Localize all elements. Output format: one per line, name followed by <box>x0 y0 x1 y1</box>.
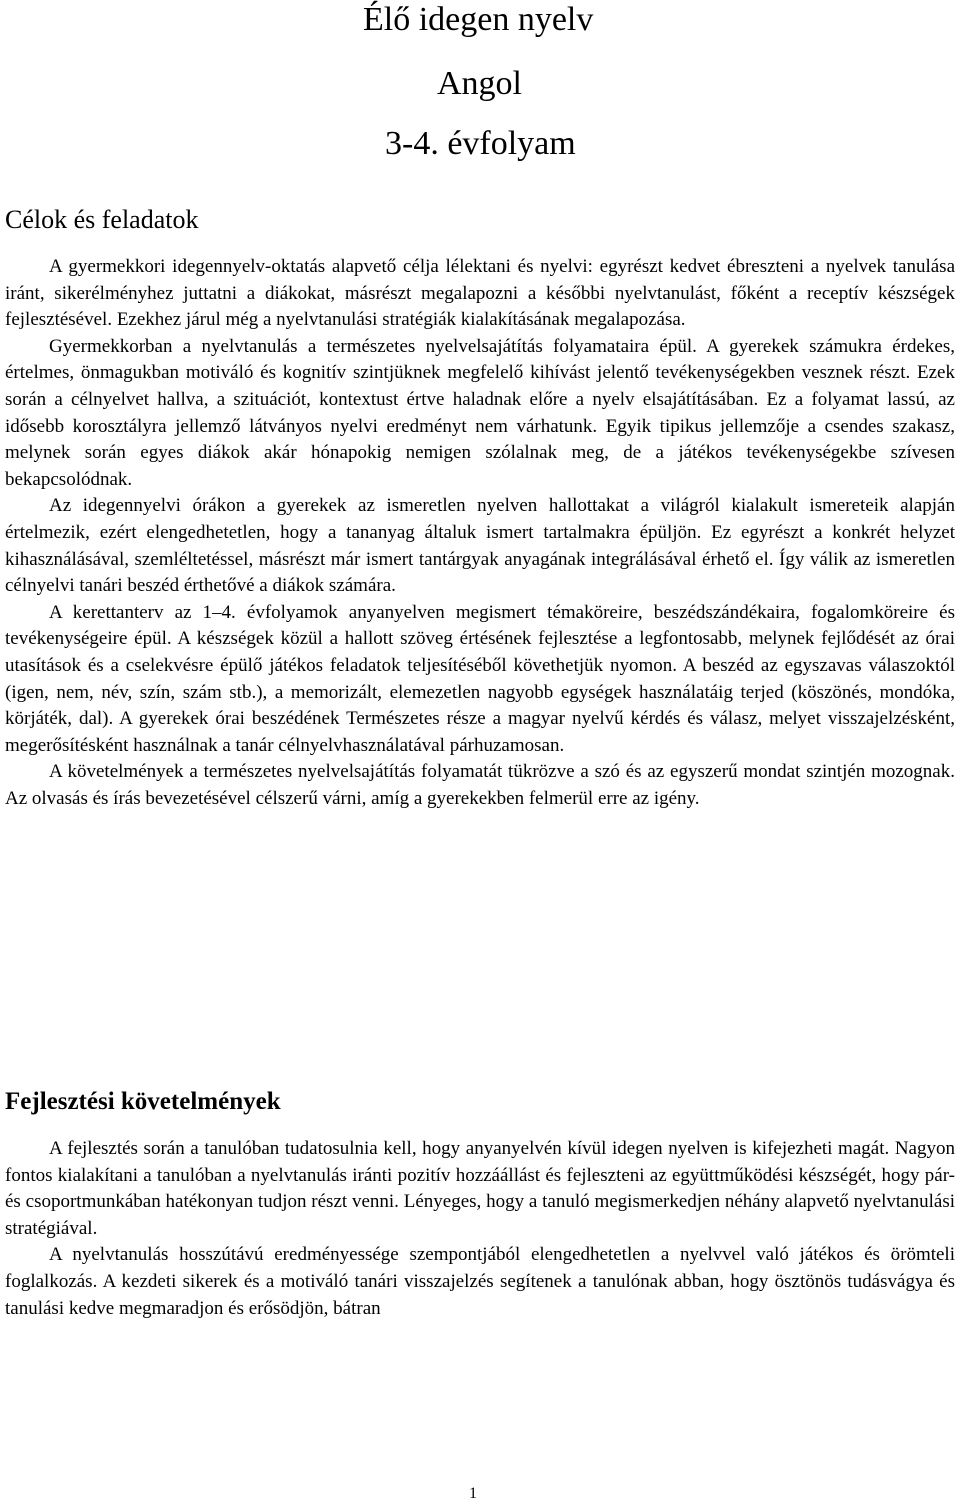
paragraph: A gyermekkori idegennyelv-oktatás alapvető célja lélektani és nyelvi: egyrészt kedvet ébreszteni a nyelvek tanulása iránt, sikerélményhez juttatni a diákokat, másrészt megalapozni a későbbi nyelvtanulást, főként a receptív készségek fejlesztésével. Ezekhez járul még a nyelvtanulási stratégiák kialakításának megalapozása. <box>5 256 955 331</box>
page-number: 1 <box>469 1485 477 1502</box>
paragraph: A fejlesztés során a tanulóban tudatosulnia kell, hogy anyanyelvén kívül idegen nyelven is kifejezheti magát. Nagyon fontos kialakítani a tanulóban a nyelvtanulás iránti pozitív hozzáállást és fejleszteni az együttműködési készségét, hogy pár- és csoportmunkában hatékonyan tudjon részt venni. Lényeges, hogy a tanuló megismerkedjen néhány alapvető nyelvtanulási stratégiával. <box>5 1138 955 1239</box>
grade-title: 3-4. évfolyam <box>385 125 576 162</box>
goals-body <box>5 254 955 812</box>
subject-title: Élő idegen nyelv <box>363 1 594 38</box>
development-body <box>5 1136 955 1322</box>
paragraph: A nyelvtanulás hosszútávú eredményessége szempontjából elengedhetetlen a nyelvvel való játékos és örömteli foglalkozás. A kezdeti sikerek és a motiváló tanári visszajelzés segítenek a tanulónak abban, hogy ösztönös tudásvágya és tanulási kedve megmaradjon és erősödjön, bátran <box>5 1244 955 1319</box>
section-heading-development: Fejlesztési követelmények <box>5 1088 281 1115</box>
paragraph: A követelmények a természetes nyelvelsajátítás folyamatát tükrözve a szó és az egyszerű mondat szintjén mozognak. Az olvasás és írás bevezetésével célszerű várni, amíg a gyerekekben felmerül erre az igény. <box>5 761 955 809</box>
section-heading-goals: Célok és feladatok <box>5 205 199 234</box>
paragraph: A kerettanterv az 1–4. évfolyamok anyanyelven megismert témaköreire, beszédszándékaira, fogalomköreire és tevékenységeire épül. A készségek közül a hallott szöveg értésének fejlesztése a legfontosabb, melynek fejlődését az órai utasítások és a cselekvésre épülő játékos feladatok teljesítéséből követhetjük nyomon. A beszéd az egyszavas válaszoktól (igen, nem, név, szín, szám stb.), a memorizált, elemezetlen nagyobb egységek használatáig terjed (köszönés, mondóka, körjáték, dal). A gyerekek órai beszédének Természetes része a magyar nyelvű kérdés és válasz, melyet visszajelzésként, megerősítésként használnak a tanár célnyelvhasználatával párhuzamosan. <box>5 601 955 756</box>
paragraph: Az idegennyelvi órákon a gyerekek az ismeretlen nyelven hallottakat a világról kialakult ismereteik alapján értelmezik, ezért elengedhetetlen, hogy a tananyag általuk ismert tartalmakra épüljön. Ez egyrészt a konkrét helyzet kihasználásával, szemléltetéssel, másrészt már ismert tantárgyak anyagának integrálásával érhető el. Így válik az ismeretlen célnyelvi tanári beszéd érthetővé a diákok számára. <box>5 495 955 597</box>
paragraph: Gyermekkorban a nyelvtanulás a természetes nyelvelsajátítás folyamataira épül. A gyerekek számukra érdekes, értelmes, önmagukban motiváló és kognitív szintjüknek megfelelő kihívást jelentő tevékenységekben vesznek részt. Ezek során a célnyelvet hallva, a szituációt, kontextust értve haladnak előre a nyelv elsajátításában. Ez a folyamat lassú, az idősebb korosztályra jellemző látványos nyelvi eredményt nem várhatunk. Egyik tipikus jellemzője a csendes szakasz, melynek során egyes diákok akár hónapokig nemigen szólalnak meg, de a játékos tevékenységekbe szívesen bekapcsolódnak. <box>5 335 955 490</box>
language-title: Angol <box>437 65 522 102</box>
